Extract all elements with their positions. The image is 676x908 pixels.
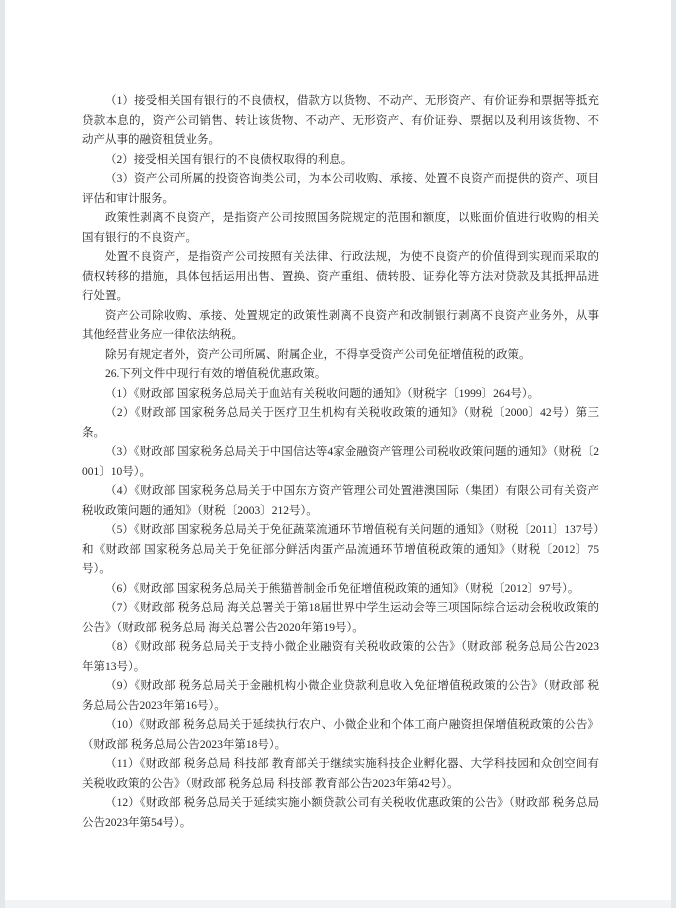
body-paragraph: 处置不良资产，是指资产公司按照有关法律、行政法规，为使不良资产的价值得到实现而采取的债权转移的措施，具体包括运用出售、置换、资产重组、债转股、证券化等方法对贷款及其抵押品进行处置。: [82, 251, 599, 302]
policy-list-item: （3）《财政部 国家税务总局关于中国信达等4家金融资产管理公司税收政策问题的通知》（财税〔2001〕10号）。: [82, 446, 599, 478]
policy-list-item: （6）《财政部 国家税务总局关于熊猫普制金币免征增值税政策的通知》（财税〔2012〕97号）。: [105, 582, 580, 595]
policy-list-item: （12）《财政部 税务总局关于延续实施小额贷款公司有关税收优惠政策的公告》（财政部 税务总局公告2023年第54号）。: [82, 797, 599, 829]
body-paragraph: 政策性剥离不良资产，是指资产公司按照国务院规定的范围和额度，以账面价值进行收购的相关国有银行的不良资产。: [82, 212, 599, 244]
body-paragraph: 除另有规定者外，资产公司所属、附属企业，不得享受资产公司免征增值税的政策。: [105, 348, 531, 361]
body-paragraph: （1）接受相关国有银行的不良债权，借款方以货物、不动产、无形资产、有价证券和票据等抵充贷款本息的，资产公司销售、转让该货物、不动产、无形资产、有价证券、票据以及利用该货物、不动产从事的融资租赁业务。: [82, 95, 599, 146]
section-heading: 26.下列文件中现行有效的增值税优惠政策。: [105, 368, 327, 380]
policy-list-item: （11）《财政部 税务总局 科技部 教育部关于继续实施科技企业孵化器、大学科技园和众创空间有关税收政策的公告》（财政部 税务总局 科技部 教育部公告2023年第42号）。: [82, 758, 599, 790]
page-content: [82, 92, 599, 833]
body-paragraph: （3）资产公司所属的投资咨询类公司，为本公司收购、承接、处置不良资产而提供的资产、项目评估和审计服务。: [82, 173, 599, 205]
policy-list-item: （1）《财政部 国家税务总局关于血站有关税收问题的通知》（财税字〔1999〕264号）。: [105, 387, 540, 400]
body-paragraph: （2）接受相关国有银行的不良债权取得的利息。: [105, 153, 353, 166]
policy-list-item: （8）《财政部 税务总局关于支持小微企业融资有关税收政策的公告》（财政部 税务总局公告2023年第13号）。: [82, 641, 599, 673]
body-paragraph: 资产公司除收购、承接、处置规定的政策性剥离不良资产和改制银行剥离不良资产业务外，从事其他经营业务应一律依法纳税。: [82, 309, 599, 341]
policy-list-item: （7）《财政部 税务总局 海关总署关于第18届世界中学生运动会等三项国际综合运动会税收政策的公告》（财政部 税务总局 海关总署公告2020年第19号）。: [82, 602, 599, 634]
policy-list-item: （10）《财政部 税务总局关于延续执行农户、小微企业和个体工商户融资担保增值税政策的公告》（财政部 税务总局公告2023年第18号）。: [82, 719, 599, 751]
policy-list-item: （5）《财政部 国家税务总局关于免征蔬菜流通环节增值税有关问题的通知》（财税〔2011〕137号）和《财政部 国家税务总局关于免征部分鲜活肉蛋产品流通环节增值税政策的通知》（财税〔2012〕75号）。: [82, 524, 599, 575]
policy-list-item: （4）《财政部 国家税务总局关于中国东方资产管理公司处置港澳国际（集团）有限公司有关资产税收政策问题的通知》（财税〔2003〕212号）。: [82, 485, 599, 517]
document-page: [5, 0, 671, 900]
policy-list-item: （9）《财政部 税务总局关于金融机构小微企业贷款利息收入免征增值税政策的公告》（财政部 税务总局公告2023年第16号）。: [82, 680, 599, 712]
policy-list-item: （2）《财政部 国家税务总局关于医疗卫生机构有关税收政策的通知》（财税〔2000〕42号）第三条。: [82, 407, 599, 439]
viewer-bottom-margin: [5, 899, 671, 908]
